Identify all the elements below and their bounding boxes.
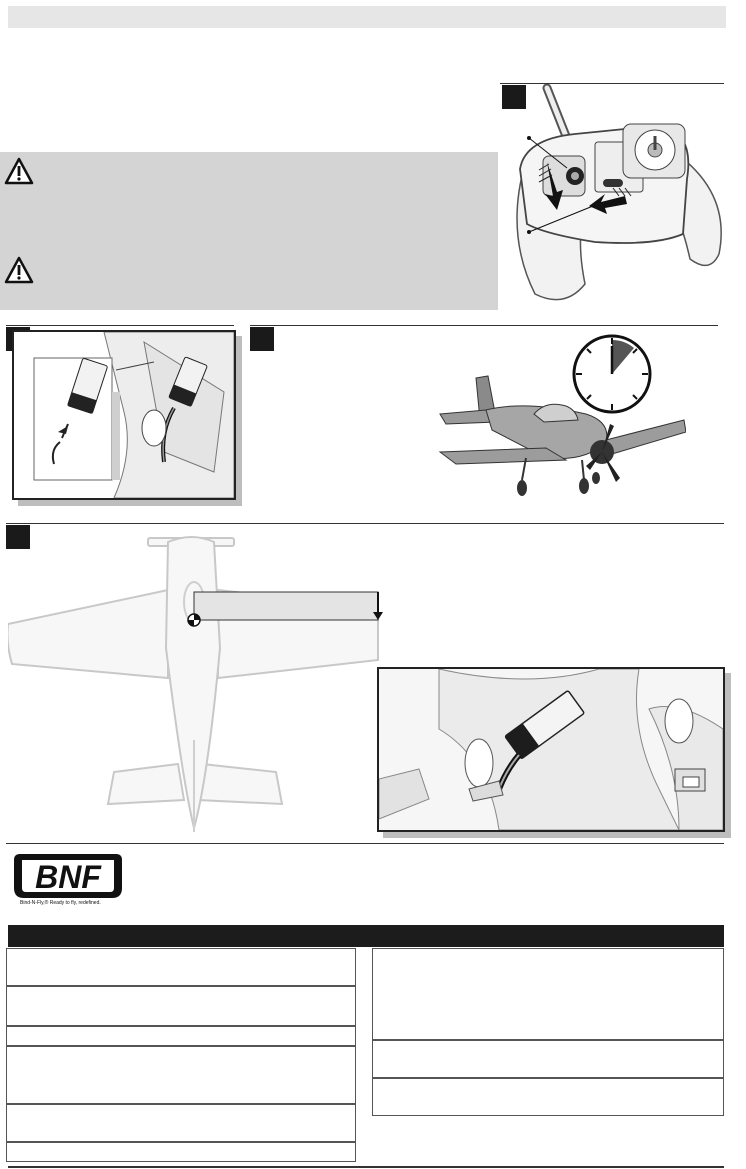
warning-triangle-icon	[4, 157, 34, 185]
step-badge-airplane	[250, 327, 274, 351]
table-cell	[6, 1142, 356, 1162]
section-rule-bnf	[6, 843, 724, 844]
battery-connection-illustration	[14, 332, 234, 498]
battery-placement-illustration	[379, 669, 723, 830]
header-band	[8, 6, 726, 28]
transmitter-illustration	[505, 84, 731, 310]
table-cell	[6, 948, 356, 986]
warning-box	[0, 152, 498, 310]
section-rule-battery	[6, 325, 234, 326]
table-cell	[6, 1026, 356, 1046]
bnf-tagline: Bind-N-Fly,® Ready to fly, redefined.	[20, 900, 101, 906]
table-cell	[6, 1046, 356, 1104]
airplane-illustration	[436, 370, 686, 500]
table-cell	[372, 1078, 724, 1116]
table-cell	[6, 986, 356, 1026]
battery-placement-panel	[377, 667, 725, 832]
warning-triangle-icon	[4, 256, 34, 284]
bnf-wordmark: BNF	[35, 859, 101, 895]
page-bottom-rule	[8, 1166, 724, 1168]
table-cell	[372, 948, 724, 1040]
section-rule-cg	[6, 523, 724, 524]
table-cell	[372, 1040, 724, 1078]
airplane-top-view-illustration	[8, 528, 388, 840]
bnf-logo	[12, 852, 124, 900]
table-cell	[6, 1104, 356, 1142]
battery-connection-panel	[12, 330, 236, 500]
section-rule-airplane	[250, 325, 718, 326]
table-header-bar	[8, 925, 724, 947]
